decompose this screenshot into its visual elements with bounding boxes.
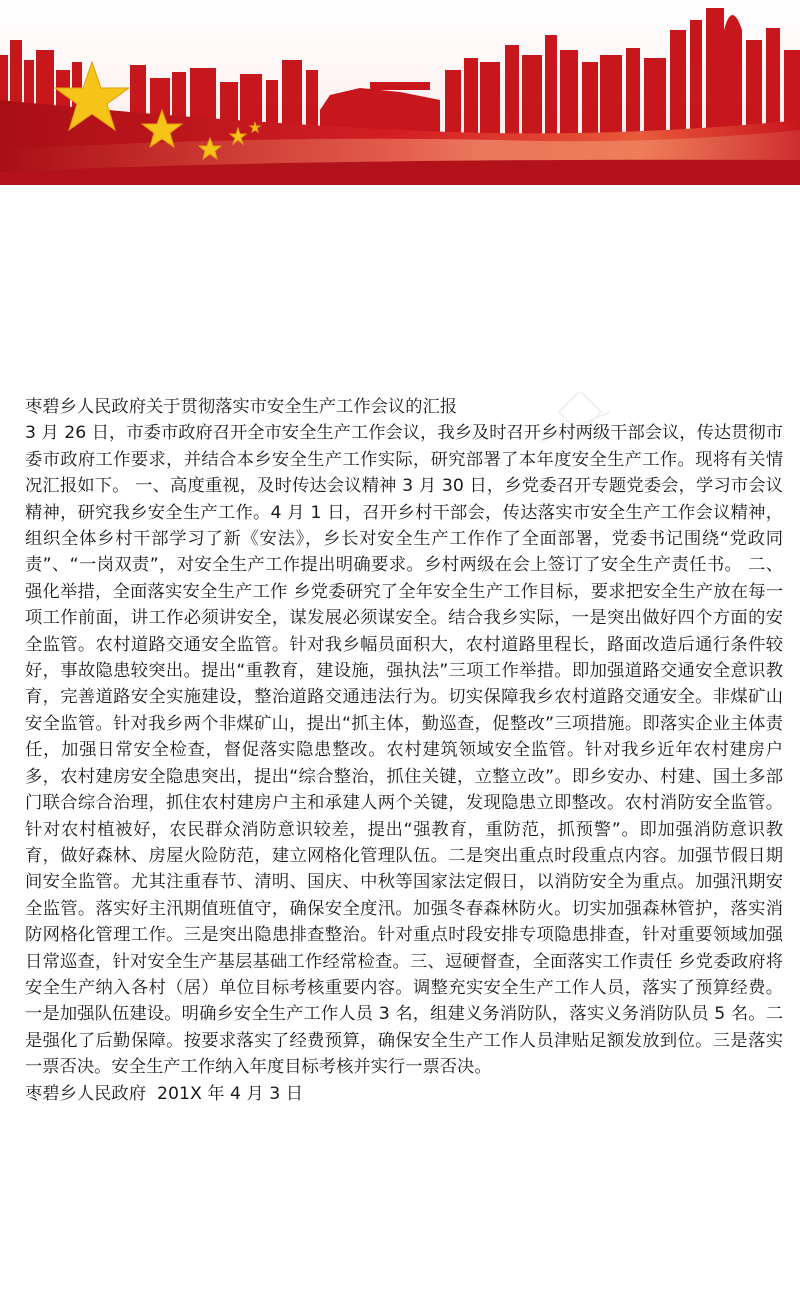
document-title: 枣碧乡人民政府关于贯彻落实市安全生产工作会议的汇报 <box>25 397 458 417</box>
city-skyline-banner-image <box>0 0 800 185</box>
document-content <box>25 394 783 1107</box>
document-body: 3 月 26 日，市委市政府召开全市安全生产工作会议，我乡及时召开乡村两级干部会议，传达贯彻市委市政府工作要求，并结合本乡安全生产工作实际，研究部署了本年度安全生产工作。现将有关情况汇报如下。 一、高度重视，及时传达会议精神 3 月 30 日，乡党委召开专题党委会，学习市会议精神，研究我乡安全生产工作。4 月 1 日，召开乡村干部会，传达落实市安全生产工作会议精神，组织全体乡村干部学习了新《安法》，乡长对安全生产工作作了全面部署，党委书记围绕“党政同责”、“一岗双责”，对安全生产工作提出明确要求。乡村两级在会上签订了安全生产责任书。 二、强化举措，全面落实安全生产工作 乡党委研究了全年安全生产工作目标，要求把安全生产放在每一项工作前面，讲工作必须讲安全，谋发展必须谋安全。结合我乡实际，一是突出做好四个方面的安全监管。农村道路交通安全监管。针对我乡幅员面积大，农村道路里程长，路面改造后通行条件较好，事故隐患较突出。提出“重教育，建设施，强执法”三项工作举措。即加强道路交通安全意识教育，完善道路安全实施建设，整治道路交通违法行为。切实保障我乡农村道路交通安全。非煤矿山安全监管。针对我乡两个非煤矿山，提出“抓主体，勤巡查，促整改”三项措施。即落实企业主体责任，加强日常安全检查，督促落实隐患整改。农村建筑领域安全监管。针对我乡近年农村建房户多，农村建房安全隐患突出，提出“综合整治，抓住关键，立整立改”。即乡安办、村建、国土多部门联合综合治理，抓住农村建房户主和承建人两个关键，发现隐患立即整改。农村消防安全监管。针对农村植被好，农民群众消防意识较差，提出“强教育，重防范，抓预警”。即加强消防意识教育，做好森林、房屋火险防范，建立网格化管理队伍。二是突出重点时段重点内容。加强节假日期间安全监管。尤其注重春节、清明、国庆、中秋等国家法定假日，以消防安全为重点。加强汛期安全监管。落实好主汛期值班值守，确保安全度汛。加强冬春森林防火。切实加强森林管护，落实消防网格化管理工作。三是突出隐患排查整治。针对重点时段安排专项隐患排查，针对重要领域加强日常巡查，针对安全生产基层基础工作经常检查。三、逗硬督查，全面落实工作责任 乡党委政府将安全生产纳入各村（居）单位目标考核重要内容。调整充实安全生产工作人员，落实了预算经费。一是加强队伍建设。明确乡安全生产工作人员 3 名，组建义务消防队，落实义务消防队员 5 名。二是强化了后勤保障。按要求落实了经费预算，确保安全生产工作人员津贴足额发放到位。三是落实一票否决。安全生产工作纳入年度目标考核并实行一票否决。 <box>25 423 783 1078</box>
header-banner <box>0 0 800 185</box>
document-signature: 枣碧乡人民政府 201X 年 4 月 3 日 <box>25 1083 304 1104</box>
